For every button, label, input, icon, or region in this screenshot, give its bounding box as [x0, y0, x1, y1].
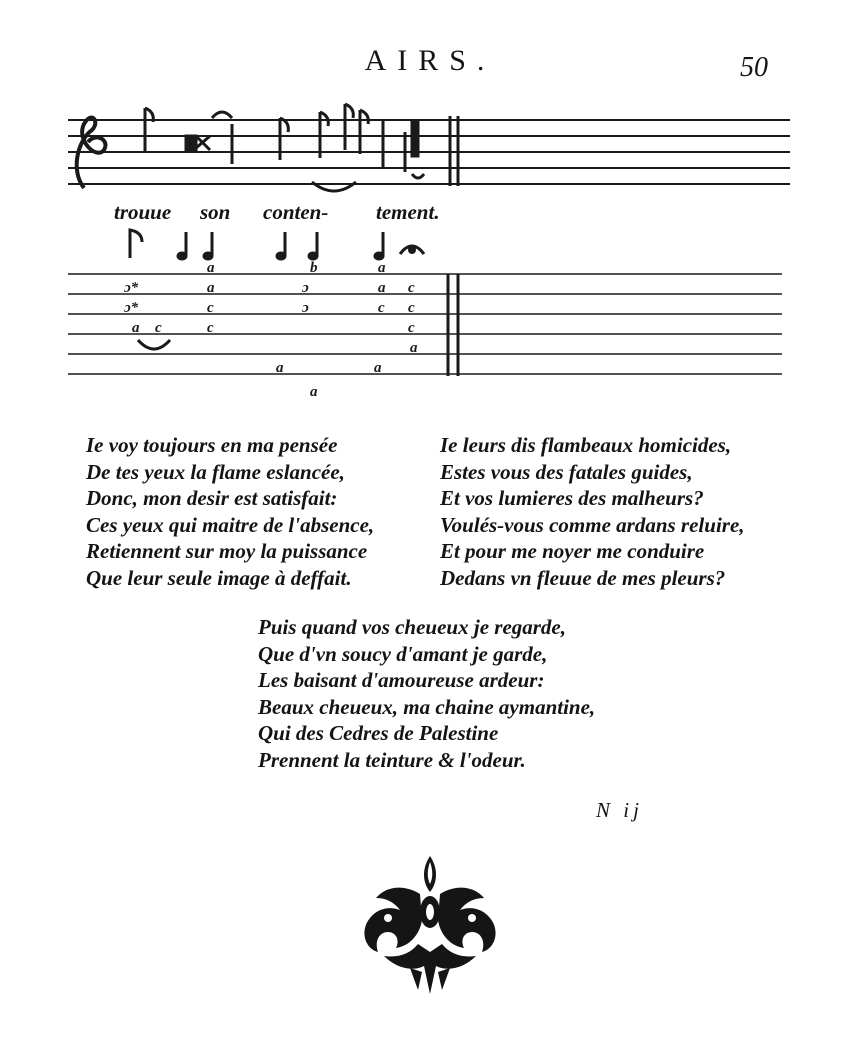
verse-line: Que leur seule image à deffait. — [86, 565, 352, 590]
verse-line: Beaux cheueux, ma chaine aymantine, — [258, 694, 596, 719]
slur-mark — [138, 340, 170, 349]
lyric-syllable: conten- — [263, 200, 329, 224]
tab-letter: ɔ — [302, 300, 309, 316]
verse-line: Ie leurs dis flambeaux homicides, — [440, 433, 732, 457]
rhythm-flags — [130, 230, 424, 259]
verse-line: Ces yeux qui maitre de l'absence, — [86, 512, 375, 537]
tab-letter: c — [408, 300, 415, 316]
verse-line: Et pour me noyer me conduire — [440, 539, 705, 564]
tab-letter: a — [207, 260, 215, 276]
tab-letter: ɔ* — [124, 280, 139, 296]
tab-letter: b — [310, 260, 318, 276]
page-number: 50 — [740, 52, 768, 83]
tab-letter: a — [132, 320, 140, 336]
floral-fleuron-ornament — [350, 848, 510, 998]
verse-line: Puis quand vos cheueux je regarde, — [258, 615, 567, 639]
tab-letter: c — [408, 280, 415, 296]
tab-letter: a — [374, 360, 382, 376]
tab-letter: a — [378, 260, 386, 276]
verse-line: Qui des Cedres de Palestine — [258, 721, 499, 746]
lyric-syllable: son — [200, 200, 231, 224]
tab-letter: a — [207, 280, 215, 296]
tab-letter: ɔ* — [124, 300, 139, 316]
verse-line: Voulés-vous comme ardans reluire, — [440, 512, 745, 537]
verse-line: Les baisant d'amoureuse ardeur: — [258, 668, 545, 693]
tab-letter: c — [207, 320, 214, 336]
verse-line: Prennent la teinture & l'odeur. — [258, 747, 526, 772]
tab-letter: ɔ — [302, 280, 309, 296]
verse-line: De tes yeux la flame eslancée, — [86, 459, 345, 484]
tab-letter: a — [276, 360, 284, 376]
stanza-2 — [440, 432, 745, 592]
verse-line: Que d'vn soucy d'amant je garde, — [258, 641, 548, 666]
stanza-1 — [86, 432, 374, 592]
stanza-3 — [258, 614, 595, 774]
lute-tablature — [0, 0, 857, 420]
tab-letter: a — [310, 384, 318, 400]
verse-line: Donc, mon desir est satisfait: — [86, 486, 338, 511]
verse-line: Dedans vn fleuue de mes pleurs? — [440, 565, 726, 590]
tab-letter: a — [378, 280, 386, 296]
lyric-syllable: tement. — [376, 200, 440, 224]
tab-letter: c — [378, 300, 385, 316]
tab-letter: a — [410, 340, 418, 356]
verse-line: Et vos lumieres des malheurs? — [440, 486, 704, 511]
verse-line: Estes vous des fatales guides, — [440, 459, 693, 484]
running-title: AIRS. — [364, 44, 496, 77]
tab-letter: c — [207, 300, 214, 316]
lyric-syllable: trouue — [114, 200, 172, 224]
verse-line: Ie voy toujours en ma pensée — [86, 433, 338, 457]
signature-mark: N ij — [596, 798, 643, 822]
tab-letter: c — [155, 320, 162, 336]
tab-letter: c — [408, 320, 415, 336]
verse-line: Retiennent sur moy la puissance — [86, 539, 368, 564]
